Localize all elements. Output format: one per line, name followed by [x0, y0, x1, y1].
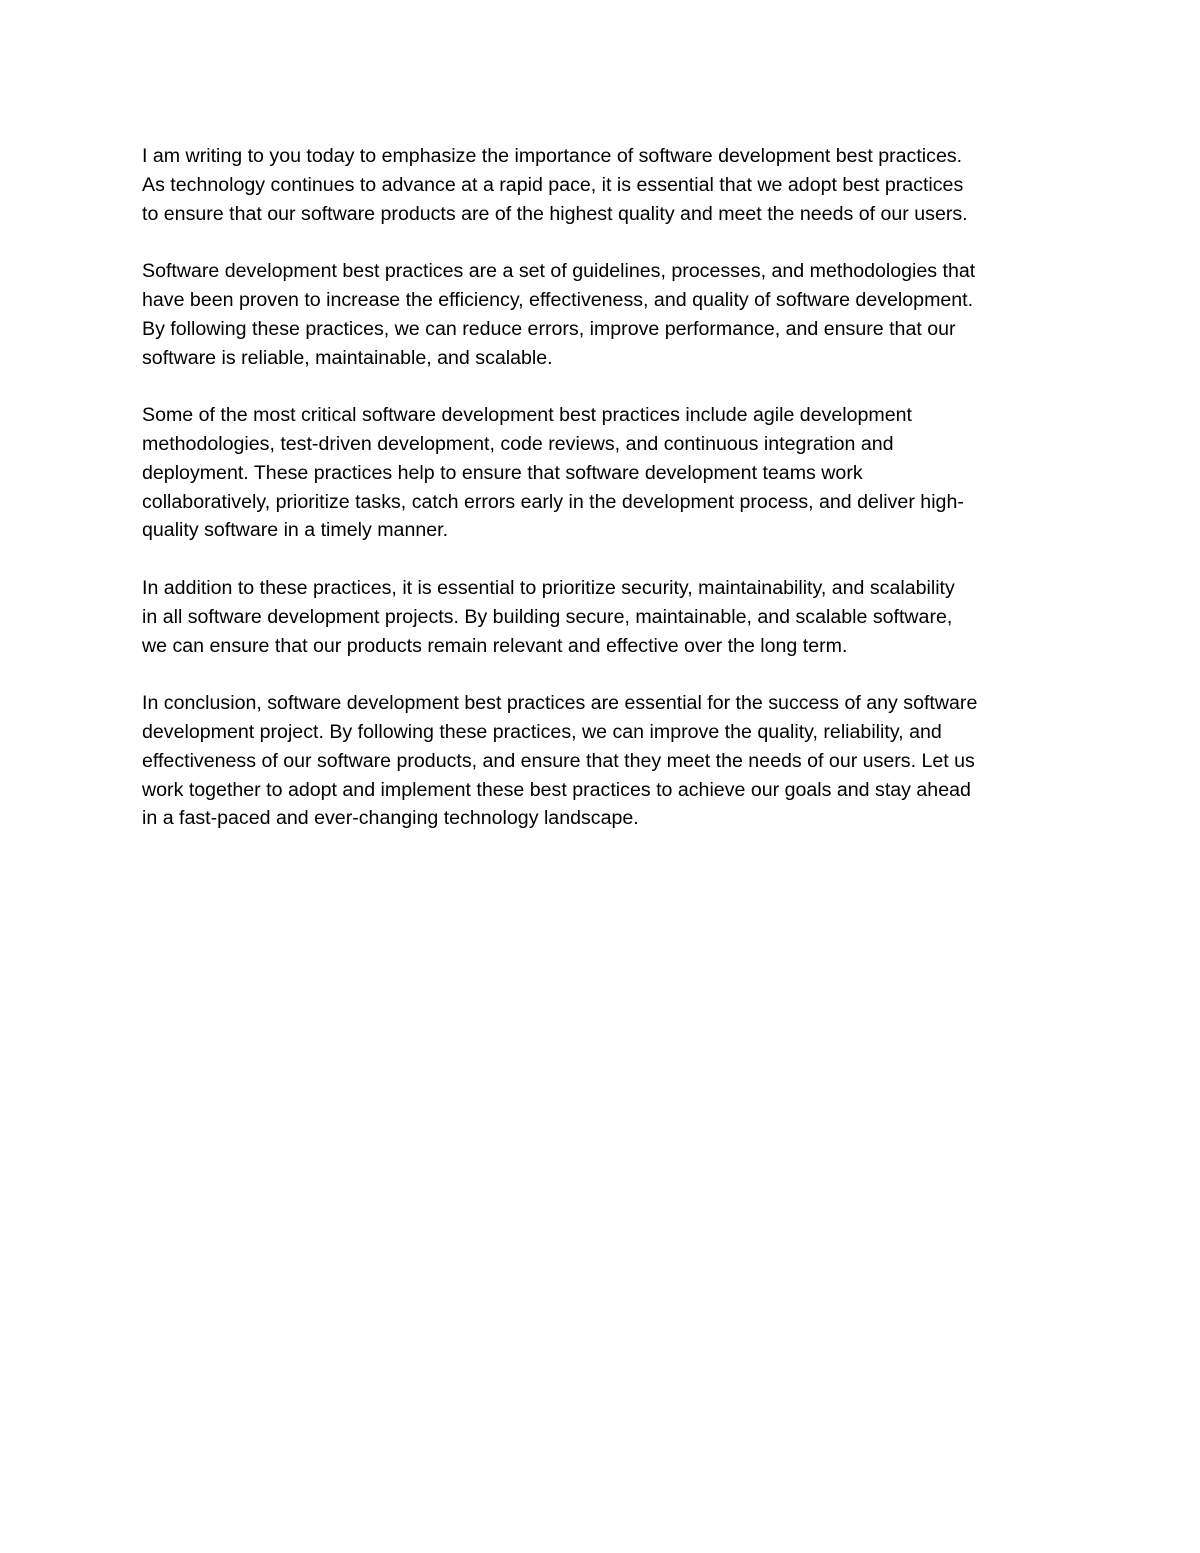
text-line: to ensure that our software products are of the highest quality and meet the needs of our users.	[142, 202, 968, 225]
text-line: deployment. These practices help to ensure that software development teams work	[142, 461, 863, 484]
paragraph-conclusion	[142, 689, 1062, 833]
text-line: software is reliable, maintainable, and scalable.	[142, 346, 553, 369]
text-line: I am writing to you today to emphasize the importance of software development best practices.	[142, 145, 963, 167]
paragraph-definition	[142, 257, 1062, 372]
text-line: Software development best practices are a set of guidelines, processes, and methodologies that	[142, 260, 976, 283]
letter-body	[142, 142, 1062, 862]
text-line: In conclusion, software development best practices are essential for the success of any software	[142, 692, 978, 715]
text-line: work together to adopt and implement these best practices to achieve our goals and stay ahead	[142, 778, 971, 801]
text-line: have been proven to increase the efficiency, effectiveness, and quality of software development.	[142, 288, 974, 311]
text-line: quality software in a timely manner.	[142, 519, 449, 542]
text-line: in a fast-paced and ever-changing technology landscape.	[142, 807, 639, 830]
text-line: In addition to these practices, it is essential to prioritize security, maintainability, and scalability	[142, 576, 955, 599]
text-line: collaboratively, prioritize tasks, catch errors early in the development process, and deliver high-	[142, 490, 964, 513]
paragraph-security	[142, 574, 1062, 660]
text-line: methodologies, test-driven development, code reviews, and continuous integration and	[142, 432, 894, 455]
text-line: By following these practices, we can reduce errors, improve performance, and ensure that our	[142, 317, 956, 340]
text-line: As technology continues to advance at a rapid pace, it is essential that we adopt best practices	[142, 173, 964, 196]
text-line: development project. By following these practices, we can improve the quality, reliability, and	[142, 720, 942, 743]
text-line: effectiveness of our software products, and ensure that they meet the needs of our users. Let us	[142, 749, 975, 772]
paragraph-critical-practices	[142, 401, 1062, 545]
text-line: in all software development projects. By building secure, maintainable, and scalable software,	[142, 605, 953, 628]
text-line: we can ensure that our products remain relevant and effective over the long term.	[142, 634, 848, 657]
text-line: Some of the most critical software development best practices include agile development	[142, 404, 912, 427]
paragraph-intro	[142, 142, 1062, 228]
